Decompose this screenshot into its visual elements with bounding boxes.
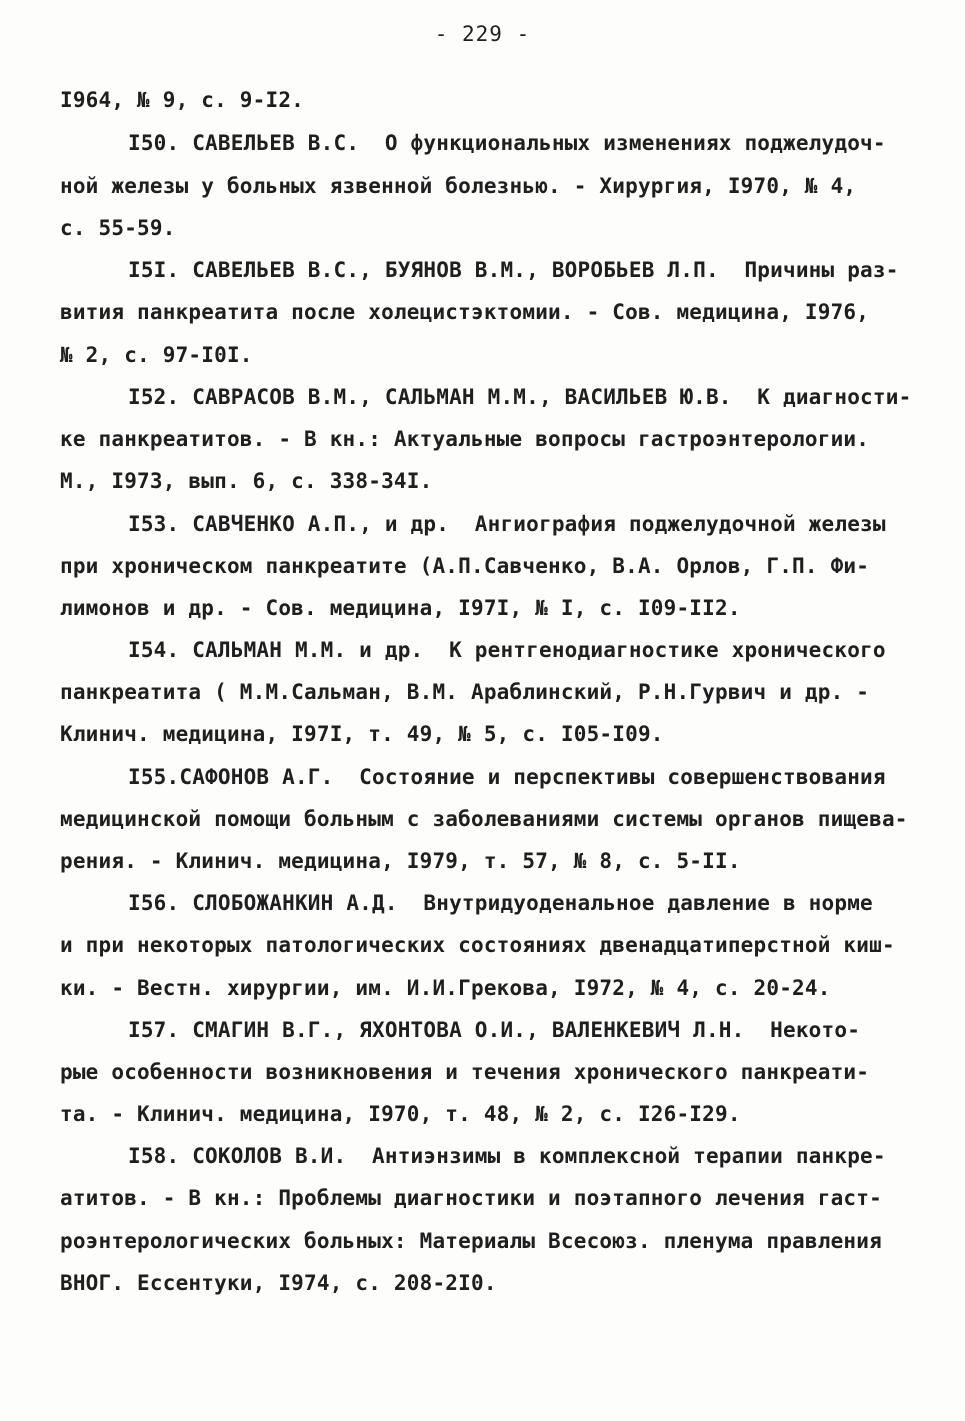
- reference-150-line-2: ной железы у больных язвенной болезнью. - Хирургия, I970, № 4,: [60, 174, 857, 198]
- reference-150-line-1: I50. САВЕЛЬЕВ В.С. О функциональных изменениях поджелудоч-: [128, 131, 886, 155]
- reference-153-line-2: при хроническом панкреатите (А.П.Савченко, В.А. Орлов, Г.П. Фи-: [60, 554, 870, 578]
- reference-158-line-2: атитов. - В кн.: Проблемы диагностики и поэтапного лечения гаст-: [60, 1186, 882, 1210]
- text-line: I964, № 9, с. 9-I2.: [60, 88, 305, 112]
- reference-152-line-2: ке панкреатитов. - В кн.: Актуальные вопросы гастроэнтерологии.: [60, 427, 870, 451]
- reference-155-line-2: медицинской помощи больным с заболеваниями системы органов пищева-: [60, 807, 908, 831]
- reference-153-line-3: лимонов и др. - Сов. медицина, I97I, № I, с. I09-II2.: [60, 596, 741, 620]
- reference-150-line-3: с. 55-59.: [60, 216, 176, 240]
- reference-154-line-3: Клинич. медицина, I97I, т. 49, № 5, с. I05-I09.: [60, 722, 664, 746]
- reference-154-line-2: панкреатита ( М.М.Сальман, В.М. Араблинский, Р.Н.Гурвич и др. -: [60, 680, 870, 704]
- reference-157-line-2: рые особенности возникновения и течения хронического панкреати-: [60, 1060, 870, 1084]
- reference-155-line-1: I55.САФОНОВ А.Г. Состояние и перспективы совершенствования: [128, 765, 886, 789]
- reference-158-line-1: I58. СОКОЛОВ В.И. Антиэнзимы в комплексной терапии панкре-: [128, 1144, 886, 1168]
- reference-158-line-4: ВНОГ. Ессентуки, I974, с. 208-2I0.: [60, 1271, 497, 1295]
- reference-156-line-2: и при некоторых патологических состояниях двенадцатиперстной киш-: [60, 933, 895, 957]
- reference-157-line-1: I57. СМАГИН В.Г., ЯХОНТОВА О.И., ВАЛЕНКЕВИЧ Л.Н. Некото-: [128, 1018, 861, 1042]
- reference-155-line-3: рения. - Клинич. медицина, I979, т. 57, № 8, с. 5-II.: [60, 849, 741, 873]
- reference-156-line-3: ки. - Вестн. хирургии, им. И.И.Грекова, I972, № 4, с. 20-24.: [60, 976, 831, 1000]
- reference-151-line-1: I5I. САВЕЛЬЕВ В.С., БУЯНОВ В.М., ВОРОБЬЕВ Л.П. Причины раз-: [128, 258, 899, 282]
- reference-152-line-3: М., I973, вып. 6, с. 338-34I.: [60, 469, 433, 493]
- reference-156-line-1: I56. СЛОБОЖАНКИН А.Д. Внутридуоденальное давление в норме: [128, 891, 873, 915]
- reference-152-line-1: I52. САВРАСОВ В.М., САЛЬМАН М.М., ВАСИЛЬЕВ Ю.В. К диагности-: [128, 385, 912, 409]
- reference-157-line-3: та. - Клинич. медицина, I970, т. 48, № 2, с. I26-I29.: [60, 1102, 741, 1126]
- reference-158-line-3: роэнтерологических больных: Материалы Всесоюз. пленума правления: [60, 1229, 882, 1253]
- reference-154-line-1: I54. САЛЬМАН М.М. и др. К рентгенодиагностике хронического: [128, 638, 886, 662]
- reference-151-line-2: вития панкреатита после холецистэктомии. - Сов. медицина, I976,: [60, 300, 870, 324]
- reference-153-line-1: I53. САВЧЕНКО А.П., и др. Ангиография поджелудочной железы: [128, 512, 886, 536]
- reference-151-line-3: № 2, с. 97-I0I.: [60, 343, 253, 367]
- page-number: - 229 -: [434, 22, 531, 46]
